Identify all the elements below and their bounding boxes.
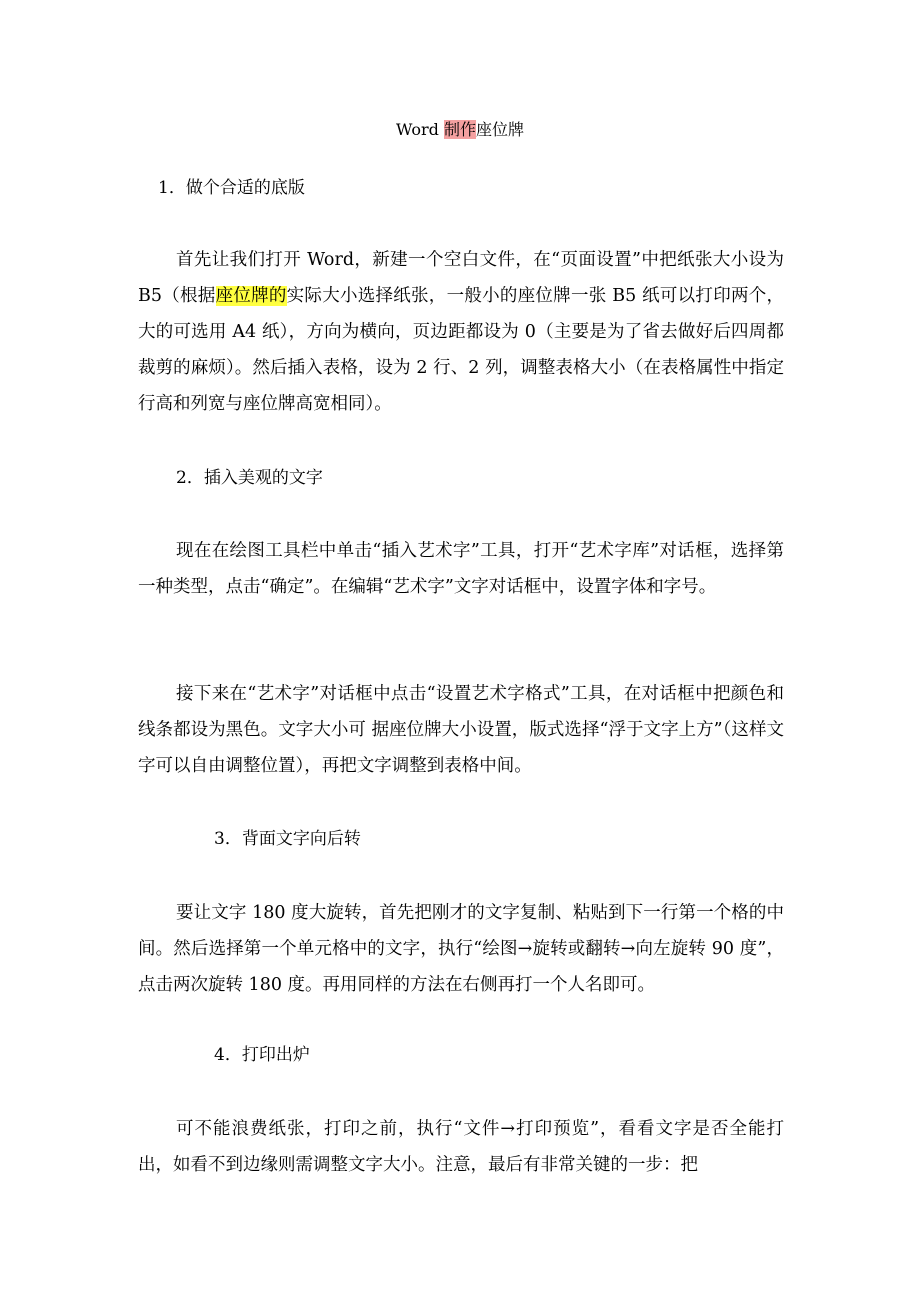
section-heading-3: 3．背面文字向后转 [214, 829, 361, 849]
document-title [0, 118, 920, 142]
section-3-paragraph-1: 要让文字 180 度大旋转，首先把刚才的文字复制、粘贴到下一行第一个格的中间。然后选择第一个单元格中的文字，执行“绘图→旋转或翻转→向左旋转 90 度”，点击两次旋转 180 度。再用同样的方法在右侧再打一个人名即可。 [138, 903, 784, 995]
section-1-paragraph-1 [138, 242, 784, 422]
section-heading-2: 2．插入美观的文字 [176, 468, 323, 488]
title-highlight: 制作 [443, 120, 476, 139]
paragraph-text-before: 首先让我们打开 Word，新建一个空白文件，在“页面设置”中把纸张大小设为 B5（根据 [138, 250, 784, 306]
paragraph-highlight: 座位牌的 [215, 286, 287, 306]
section-2-paragraph-2: 接下来在“艺术字”对话框中点击“设置艺术字格式”工具，在对话框中把颜色和线条都设为黑色。文字大小可 据座位牌大小设置，版式选择“浮于文字上方”（这样文字可以自由调整位置），再把文字调整到表格中间。 [138, 684, 784, 776]
section-4-paragraph-1: 可不能浪费纸张，打印之前，执行“文件→打印预览”，看看文字是否全能打出，如看不到边缘则需调整文字大小。注意，最后有非常关键的一步：把 [138, 1119, 784, 1175]
section-heading-1: 1．做个合适的底版 [158, 178, 305, 198]
title-prefix: Word [396, 120, 444, 139]
section-2-paragraph-1: 现在在绘图工具栏中单击“插入艺术字”工具，打开“艺术字库”对话框，选择第一种类型，点击“确定”。在编辑“艺术字”文字对话框中，设置字体和字号。 [138, 541, 784, 597]
section-heading-4: 4．打印出炉 [214, 1045, 310, 1065]
paragraph-text-after: 实际大小选择纸张，一般小的座位牌一张 B5 纸可以打印两个，大的可选用 A4 纸），方向为横向，页边距都设为 0（主要是为了省去做好后四周都裁剪的麻烦）。然后插入表格，设为 2 行、2 列，调整表格大小（在表格属性中指定行高和列宽与座位牌高宽相同）。 [138, 286, 785, 414]
title-suffix: 座位牌 [475, 120, 524, 139]
